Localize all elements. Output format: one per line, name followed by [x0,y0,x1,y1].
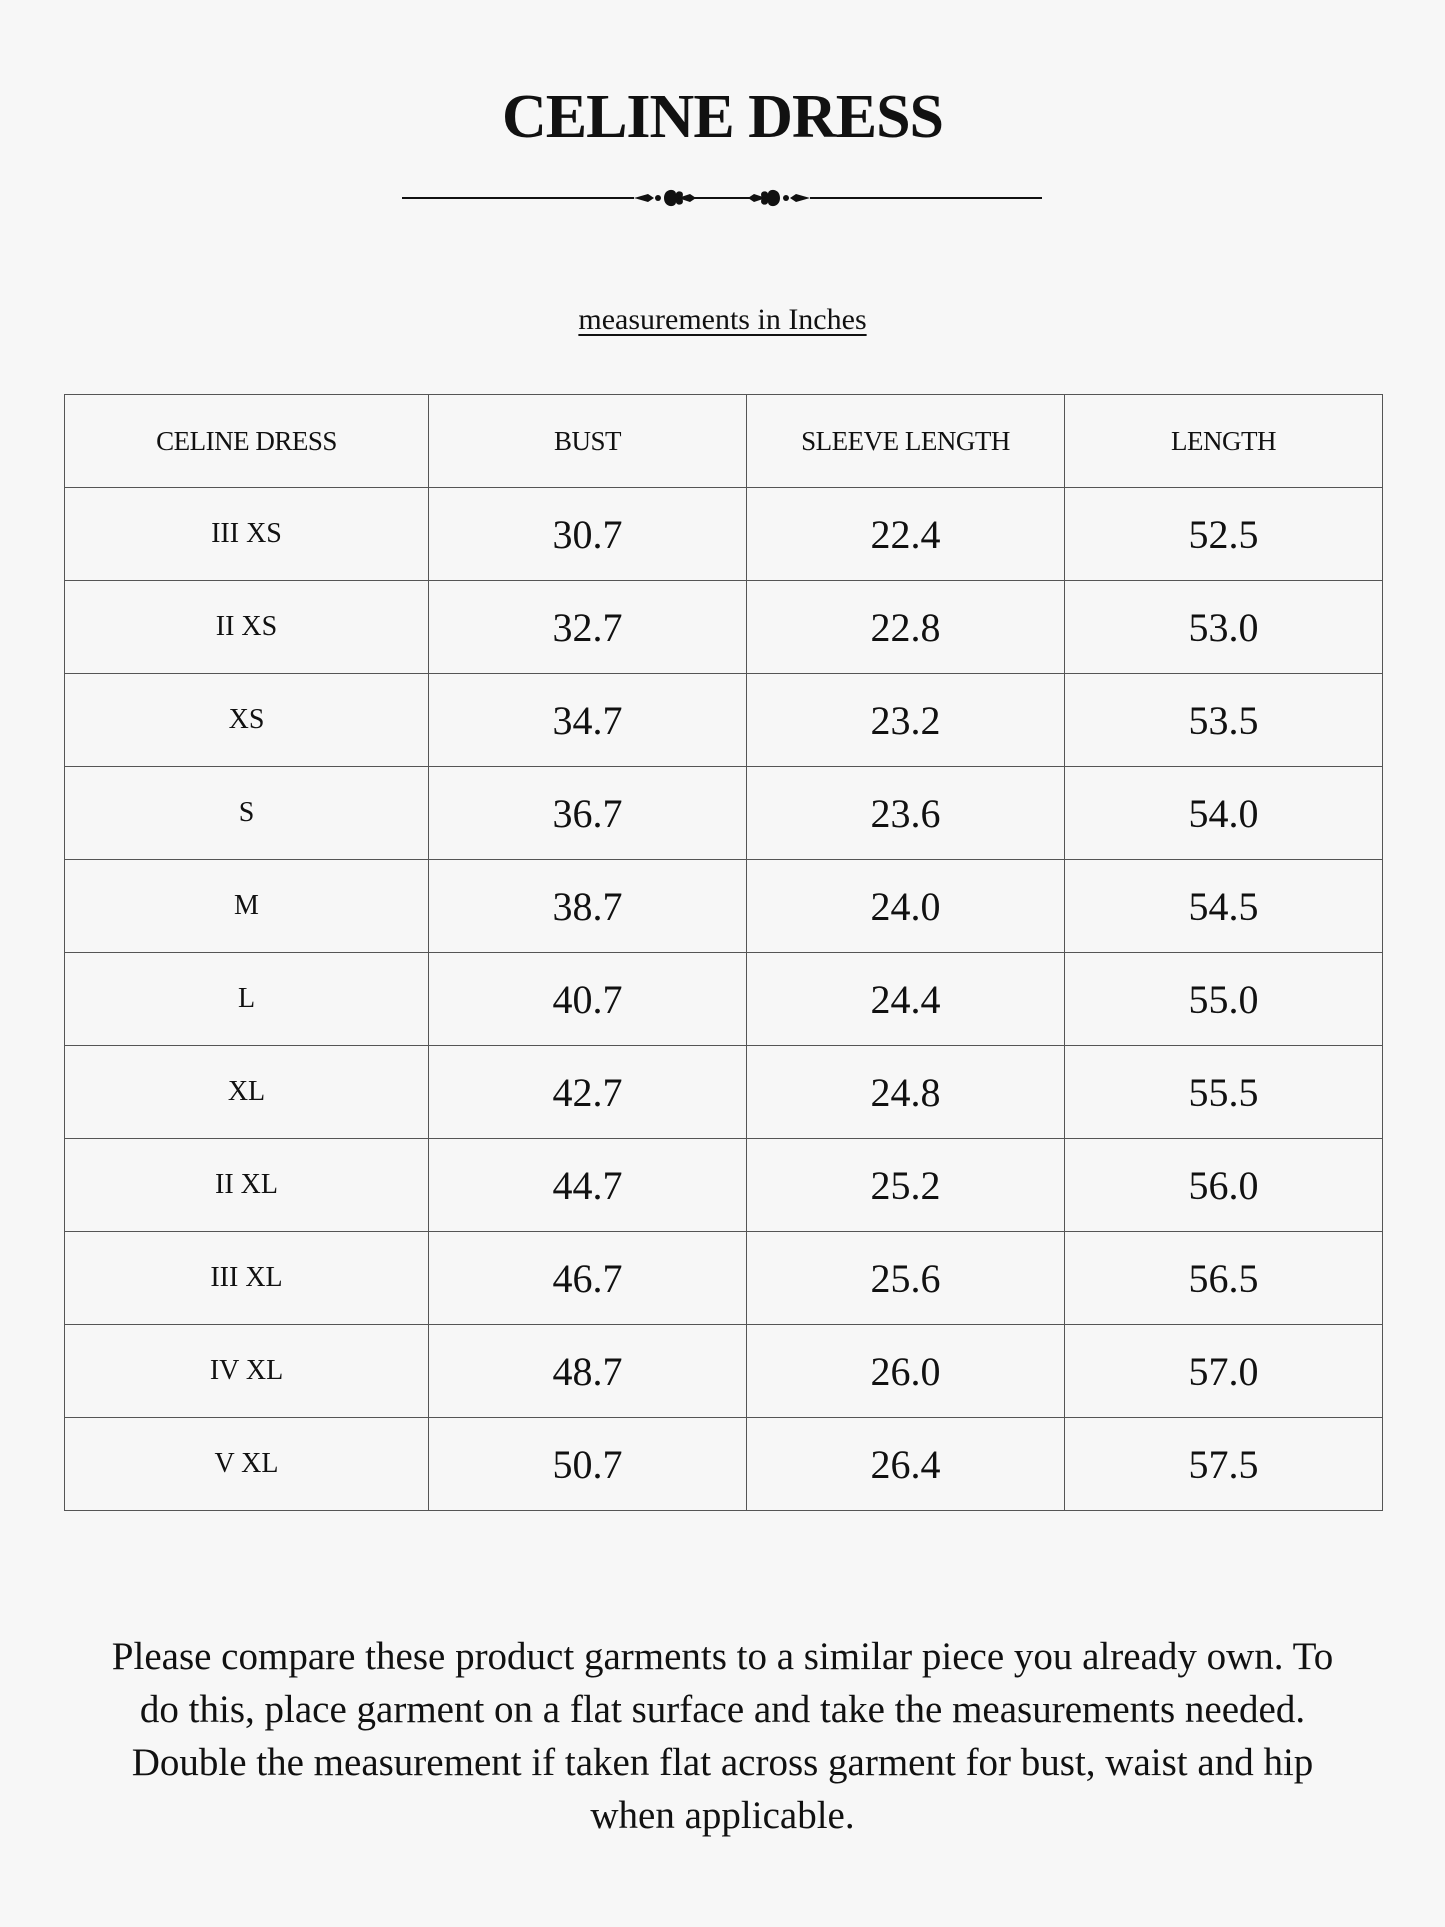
column-header-sleeve-length: SLEEVE LENGTH [747,395,1065,488]
bust-cell: 46.7 [429,1232,747,1325]
length-cell: 56.0 [1065,1139,1383,1232]
size-cell: IV XL [65,1325,429,1418]
bust-cell: 32.7 [429,581,747,674]
bust-cell: 40.7 [429,953,747,1046]
bust-cell: 30.7 [429,488,747,581]
table-row [65,860,1383,953]
bust-cell: 38.7 [429,860,747,953]
length-cell: 55.5 [1065,1046,1383,1139]
column-header-bust: BUST [429,395,747,488]
size-cell: XS [65,674,429,767]
length-cell: 57.0 [1065,1325,1383,1418]
length-cell: 55.0 [1065,953,1383,1046]
table-row [65,488,1383,581]
size-cell: II XL [65,1139,429,1232]
table-row [65,1139,1383,1232]
size-chart-table [64,394,1383,1511]
length-cell: 53.0 [1065,581,1383,674]
bust-cell: 34.7 [429,674,747,767]
table-row [65,767,1383,860]
table-row [65,1418,1383,1511]
column-header-length: LENGTH [1065,395,1383,488]
sleeve-length-cell: 22.8 [747,581,1065,674]
sleeve-length-cell: 25.2 [747,1139,1065,1232]
sleeve-length-cell: 26.4 [747,1418,1065,1511]
sleeve-length-cell: 24.0 [747,860,1065,953]
size-cell: XL [65,1046,429,1139]
flourish-divider-icon [402,178,1042,218]
table-row [65,953,1383,1046]
sleeve-length-cell: 23.6 [747,767,1065,860]
bust-cell: 44.7 [429,1139,747,1232]
bust-cell: 42.7 [429,1046,747,1139]
measurement-instructions: Please compare these product garments to a similar piece you already own. To do this, place garment on a flat surface and take the measurements needed. Double the measurement if taken flat across garment for bust, waist and hip when applicable. [111,1635,1334,1837]
table-row [65,674,1383,767]
length-cell: 54.5 [1065,860,1383,953]
bust-cell: 48.7 [429,1325,747,1418]
column-header-size: CELINE DRESS [65,395,429,488]
sleeve-length-cell: 26.0 [747,1325,1065,1418]
size-cell: L [65,953,429,1046]
size-cell: M [65,860,429,953]
table-row [65,1232,1383,1325]
sleeve-length-cell: 24.4 [747,953,1065,1046]
sleeve-length-cell: 23.2 [747,674,1065,767]
length-cell: 53.5 [1065,674,1383,767]
length-cell: 54.0 [1065,767,1383,860]
size-cell: III XL [65,1232,429,1325]
bust-cell: 36.7 [429,767,747,860]
table-row [65,1046,1383,1139]
page-title: CELINE DRESS [501,83,944,151]
bust-cell: 50.7 [429,1418,747,1511]
sleeve-length-cell: 22.4 [747,488,1065,581]
sleeve-length-cell: 24.8 [747,1046,1065,1139]
size-cell: II XS [65,581,429,674]
size-cell: V XL [65,1418,429,1511]
length-cell: 52.5 [1065,488,1383,581]
size-cell: S [65,767,429,860]
table-row [65,1325,1383,1418]
units-subtitle: measurements in Inches [578,303,867,336]
table-row [65,581,1383,674]
size-cell: III XS [65,488,429,581]
length-cell: 56.5 [1065,1232,1383,1325]
sleeve-length-cell: 25.6 [747,1232,1065,1325]
length-cell: 57.5 [1065,1418,1383,1511]
table-header-row [65,395,1383,488]
